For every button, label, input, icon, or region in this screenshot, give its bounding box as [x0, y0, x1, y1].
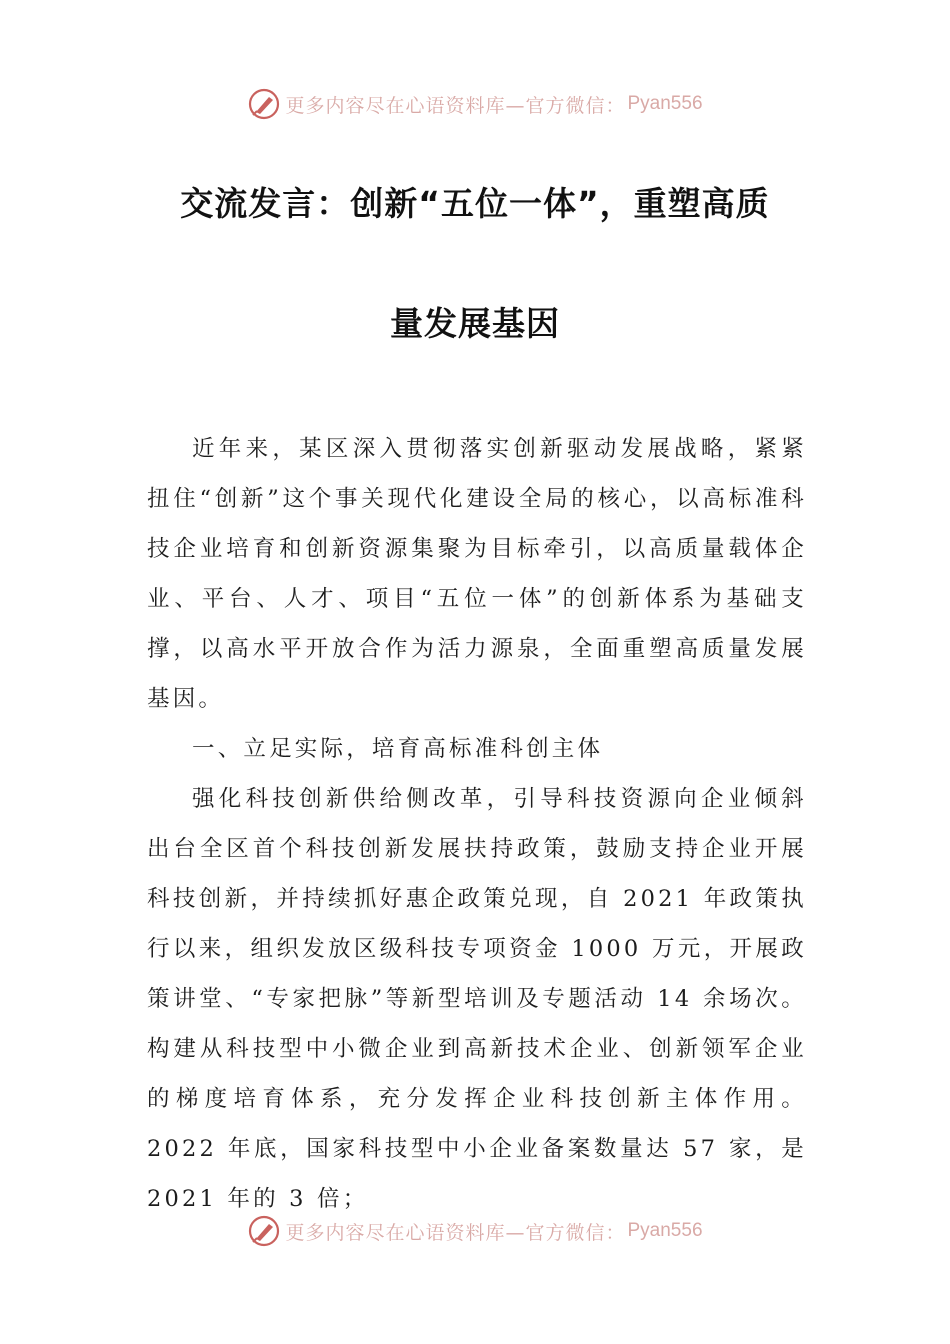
fountain-pen-logo-icon	[247, 1214, 281, 1248]
footer-watermark	[0, 1211, 950, 1251]
body-paragraph: 强化科技创新供给侧改革，引导科技资源向企业倾斜出台全区首个科技创新发展扶持政策，鼓励支持企业开展科技创新，并持续抓好惠企政策兑现，自 2021 年政策执行以来，组织发放区级科技专项资金 1000 万元，开展政策讲堂、“专家把脉”等新型培训及专题活动 14 余场次。构建从科技型中小微企业到高新技术企业、创新领军企业的梯度培育体系，充分发挥企业科技创新主体作用。2022 年底，国家科技型中小企业备案数量达 57 家，是 2021 年的 3 倍；	[147, 786, 807, 1212]
document-body	[147, 424, 807, 1224]
watermark-text: 更多内容尽在心语资料库—官方微信：	[285, 1221, 626, 1244]
watermark-handle: Pyan556	[627, 93, 703, 114]
watermark-text: 更多内容尽在心语资料库—官方微信：	[285, 94, 626, 117]
document-title-line-2: 量发展基因	[390, 304, 560, 343]
document-title-line-1: 交流发言：创新“五位一体”，重塑高质	[180, 184, 770, 223]
intro-paragraph: 近年来，某区深入贯彻落实创新驱动发展战略，紧紧扭住“创新”这个事关现代化建设全局的核心，以高标准科技企业培育和创新资源集聚为目标牵引，以高质量载体企业、平台、人才、项目“五位一体”的创新体系为基础支撑，以高水平开放合作为活力源泉，全面重塑高质量发展基因。	[147, 436, 807, 712]
header-watermark	[0, 84, 950, 124]
section-heading: 一、立足实际，培育高标准科创主体	[192, 736, 604, 762]
watermark-handle: Pyan556	[627, 1220, 703, 1241]
fountain-pen-logo-icon	[247, 87, 281, 121]
